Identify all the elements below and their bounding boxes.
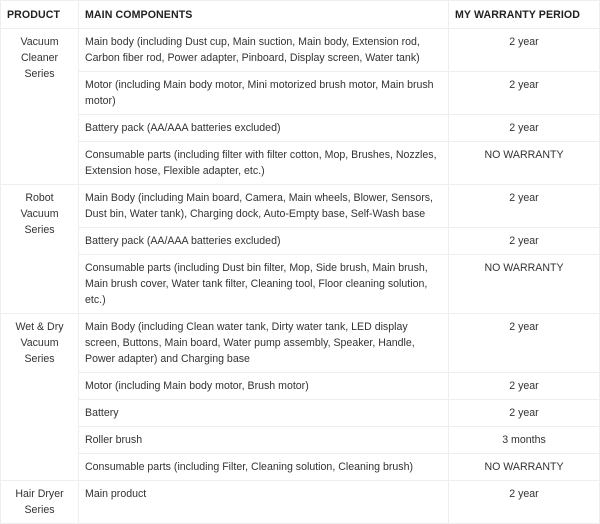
component-description: Main Body (including Main board, Camera, Main wheels, Blower, Sensors, Dust bin, Water tank), Charging dock, Auto-Empty base, Self-Wash base bbox=[79, 185, 449, 228]
header-main-components: MAIN COMPONENTS bbox=[79, 1, 449, 29]
table-row bbox=[1, 142, 600, 185]
warranty-period: 2 year bbox=[449, 115, 600, 142]
component-description: Roller brush bbox=[79, 427, 449, 454]
table-row bbox=[1, 314, 600, 373]
table-row bbox=[1, 185, 600, 228]
product-name: Vacuum Cleaner Series bbox=[1, 29, 79, 185]
component-description: Battery bbox=[79, 400, 449, 427]
header-warranty-period: MY WARRANTY PERIOD bbox=[449, 1, 600, 29]
component-description: Motor (including Main body motor, Mini motorized brush motor, Main brush motor) bbox=[79, 72, 449, 115]
warranty-period: 2 year bbox=[449, 314, 600, 373]
warranty-period: 2 year bbox=[449, 29, 600, 72]
warranty-period: 2 year bbox=[449, 72, 600, 115]
component-description: Main body (including Dust cup, Main suction, Main body, Extension rod, Carbon fiber rod, Power adapter, Pinboard, Display screen, Water tank) bbox=[79, 29, 449, 72]
table-row bbox=[1, 29, 600, 72]
component-description: Consumable parts (including Dust bin filter, Mop, Side brush, Main brush, Main brush cover, Water tank filter, Cleaning tool, Floor cleaning solution, etc.) bbox=[79, 255, 449, 314]
warranty-period: NO WARRANTY bbox=[449, 142, 600, 185]
warranty-period: 3 months bbox=[449, 427, 600, 454]
product-name: Hair Dryer Series bbox=[1, 481, 79, 524]
table-row bbox=[1, 427, 600, 454]
table-body bbox=[1, 29, 600, 524]
component-description: Main product bbox=[79, 481, 449, 524]
component-description: Battery pack (AA/AAA batteries excluded) bbox=[79, 228, 449, 255]
warranty-period: 2 year bbox=[449, 185, 600, 228]
product-name: Robot Vacuum Series bbox=[1, 185, 79, 314]
table-row bbox=[1, 400, 600, 427]
component-description: Motor (including Main body motor, Brush motor) bbox=[79, 373, 449, 400]
warranty-period: NO WARRANTY bbox=[449, 454, 600, 481]
component-description: Consumable parts (including filter with filter cotton, Mop, Brushes, Nozzles, Extension hose, Flexible adapter, etc.) bbox=[79, 142, 449, 185]
table-row bbox=[1, 255, 600, 314]
table-row bbox=[1, 481, 600, 524]
component-description: Consumable parts (including Filter, Cleaning solution, Cleaning brush) bbox=[79, 454, 449, 481]
warranty-period: 2 year bbox=[449, 481, 600, 524]
table-row bbox=[1, 228, 600, 255]
warranty-period: 2 year bbox=[449, 400, 600, 427]
header-row bbox=[1, 1, 600, 29]
warranty-period: NO WARRANTY bbox=[449, 255, 600, 314]
table-row bbox=[1, 373, 600, 400]
component-description: Battery pack (AA/AAA batteries excluded) bbox=[79, 115, 449, 142]
product-name: Wet & Dry Vacuum Series bbox=[1, 314, 79, 481]
warranty-period: 2 year bbox=[449, 228, 600, 255]
table-row bbox=[1, 115, 600, 142]
component-description: Main Body (including Clean water tank, Dirty water tank, LED display screen, Buttons, Main board, Water pump assembly, Speaker, Handle, Power adapter) and Charging base bbox=[79, 314, 449, 373]
table-row bbox=[1, 72, 600, 115]
table-row bbox=[1, 454, 600, 481]
header-product: PRODUCT bbox=[1, 1, 79, 29]
warranty-period: 2 year bbox=[449, 373, 600, 400]
